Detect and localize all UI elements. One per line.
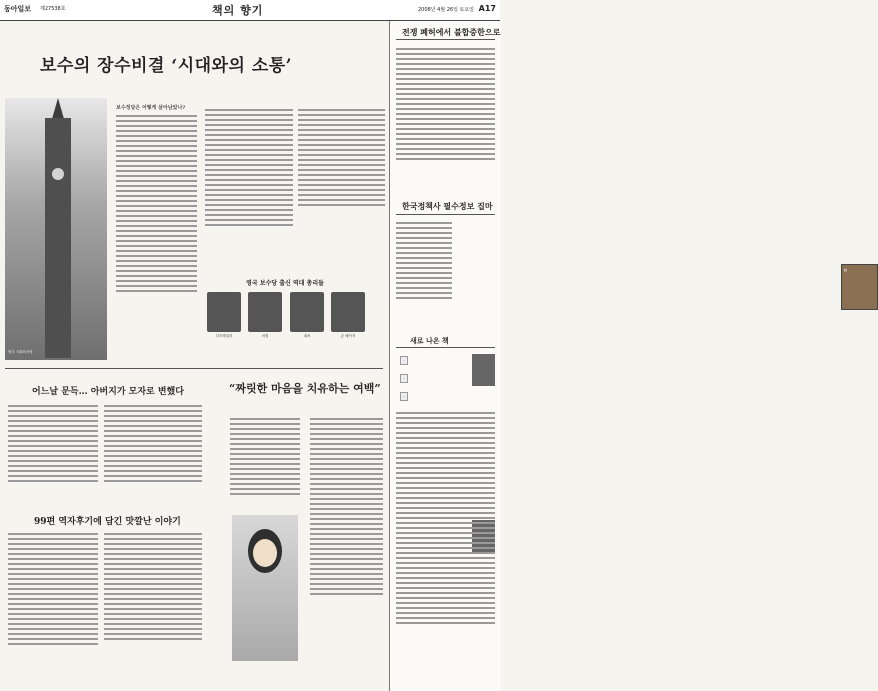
photo-caption: 영국 국회의사당 (8, 350, 33, 354)
issue-number: 제27538호 (40, 6, 66, 12)
sidebar-column-3 (396, 409, 495, 684)
sidebar-column-2 (396, 219, 452, 329)
sidebar-label-1: ◦ (400, 356, 408, 365)
sidebar-book-cover: ⌑ (841, 264, 878, 310)
parliament-photo (5, 98, 107, 360)
portrait-2 (248, 292, 282, 332)
lower-left-headline: 어느날 문득… 아버지가 모자로 변했다 (32, 387, 184, 397)
newspaper-logo: 동아일보 (4, 5, 32, 13)
portrait-3 (290, 292, 324, 332)
main-kicker: 보수정당은 어떻게 살아남았나? (116, 105, 186, 111)
lower-left-column-1 (8, 402, 98, 502)
masthead (0, 0, 500, 21)
right-sidebar (389, 21, 847, 691)
sidebar-section-title: 새로 나온 책 (410, 336, 449, 345)
portrait-label-1: 디즈레일리 (215, 334, 233, 338)
lower-center-column-1 (230, 415, 300, 515)
sidebar-column-1 (396, 45, 495, 190)
lower-left-column-4 (104, 530, 202, 680)
clock-tower (45, 118, 71, 358)
portrait-4 (331, 292, 365, 332)
portrait-label-2: 처칠 (261, 334, 269, 338)
portrait-label-3: 대처 (303, 334, 311, 338)
portrait-box-title: 영국 보수당 출신 역대 총리들 (246, 280, 324, 287)
sidebar-mini-photo-1 (472, 354, 495, 386)
main-column-3 (298, 106, 385, 266)
lower-center-quote: “짜릿한 마음을 치유하는 여백” (229, 382, 381, 395)
author-photo (232, 515, 298, 661)
sidebar-title-2: 한국정책사 필수정보 집마 (402, 201, 493, 211)
sidebar-title-1: 전쟁 폐허에서 불합중한으로 (402, 27, 501, 37)
lower-left-column-3 (8, 530, 98, 680)
sidebar-label-3: ◦ (400, 392, 408, 401)
main-column-2 (205, 106, 293, 266)
portrait-label-4: 존 메이저 (340, 334, 356, 338)
author-face (253, 539, 277, 567)
page-number: A17 (478, 4, 496, 13)
portrait-1 (207, 292, 241, 332)
clock-face (52, 168, 64, 180)
main-column-1 (116, 106, 197, 338)
main-headline: 보수의 장수비결 ‘시대와의 소통’ (40, 56, 293, 76)
lower-left-subheadline: 99편 역자후기에 담긴 맛깔난 이야기 (34, 517, 181, 527)
section-title: 책의 향기 (212, 4, 264, 17)
lower-left-column-2 (104, 402, 202, 502)
sidebar-label-2: ◦ (400, 374, 408, 383)
lower-center-column-2 (310, 415, 383, 650)
section-divider (5, 368, 383, 369)
issue-date: 2008년 4월 26일 토요일 (417, 7, 474, 13)
